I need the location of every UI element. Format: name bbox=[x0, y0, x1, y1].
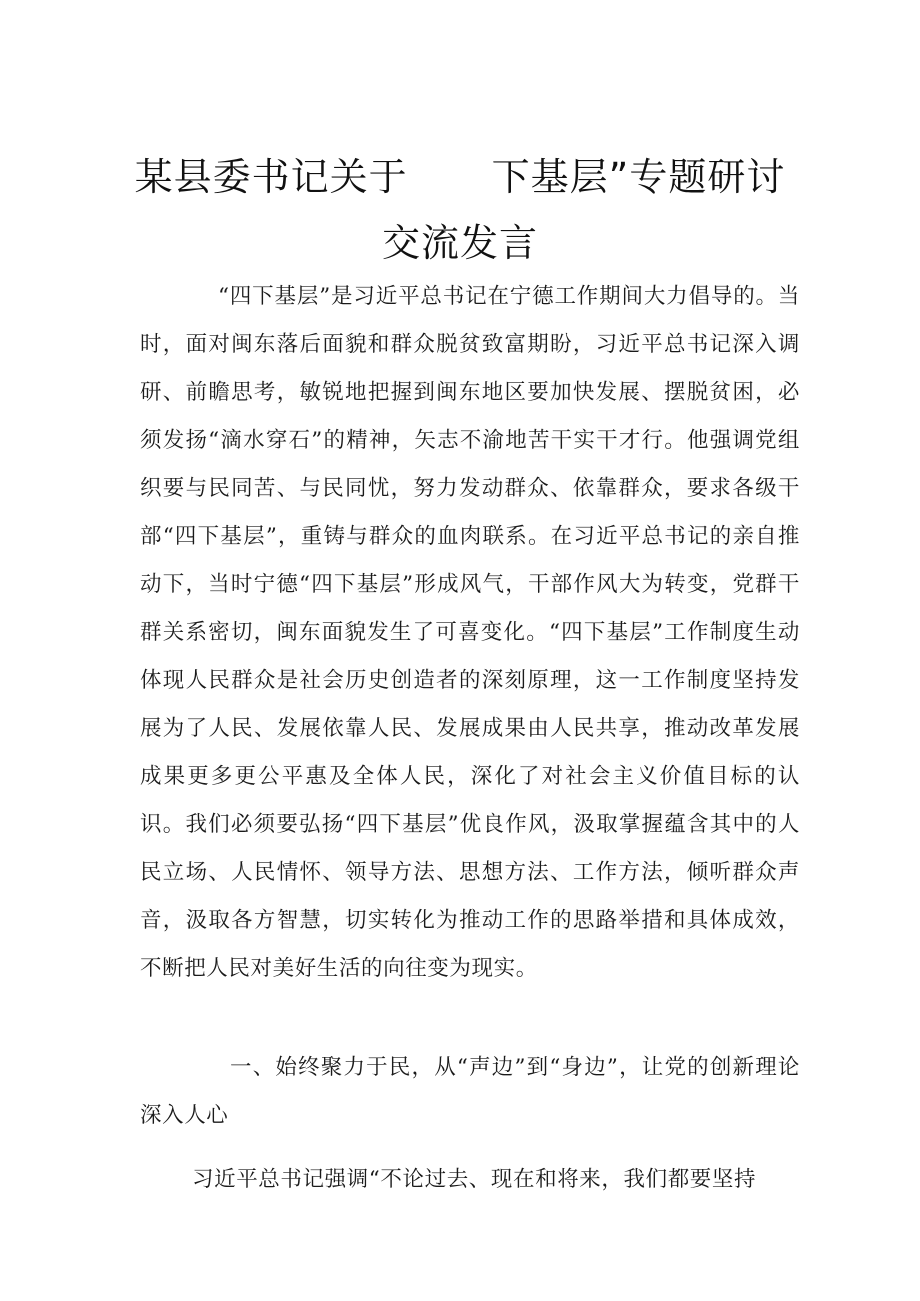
section-heading-1: 一、始终聚力于民，从“声边”到“身边”，让党的创新理论深入人心 bbox=[140, 1055, 800, 1128]
title-part-1: 某县委书记关于 bbox=[134, 155, 408, 199]
document-title bbox=[0, 146, 920, 201]
document-title-line-2: 交流发言 bbox=[381, 221, 538, 265]
paragraph-1: “四下基层”是习近平总书记在宁德工作期间大力倡导的。当时，面对闽东落后面貌和群众脱贫致富期盼，习近平总书记深入调研、前瞻思考，敏锐地把握到闽东地区要加快发展、摆脱贫困，必须发扬“滴水穿石”的精神，矢志不渝地苦干实干才行。他强调党组织要与民同苦、与民同忧，努力发动群众、依靠群众，要求各级干部“四下基层”，重铸与群众的血肉联系。在习近平总书记的亲自推动下，当时宁德“四下基层”形成风气，干部作风大为转变，党群干群关系密切，闽东面貌发生了可喜变化。“四下基层”工作制度生动体现人民群众是社会历史创造者的深刻原理，这一工作制度坚持发展为了人民、发展依靠人民、发展成果由人民共享，推动改革发展成果更多更公平惠及全体人民，深化了对社会主义价值目标的认识。我们必须要弘扬“四下基层”优良作风，汲取掌握蕴含其中的人民立场、人民情怀、领导方法、思想方法、工作方法，倾听群众声音，汲取各方智慧，切实转化为推动工作的思路举措和具体成效，不断把人民对美好生活的向往变为现实。 bbox=[140, 284, 800, 981]
paragraph-2: 习近平总书记强调“不论过去、现在和将来，我们都要坚持 bbox=[192, 1167, 757, 1192]
title-part-2: 下基层”专题研讨 bbox=[491, 155, 786, 199]
